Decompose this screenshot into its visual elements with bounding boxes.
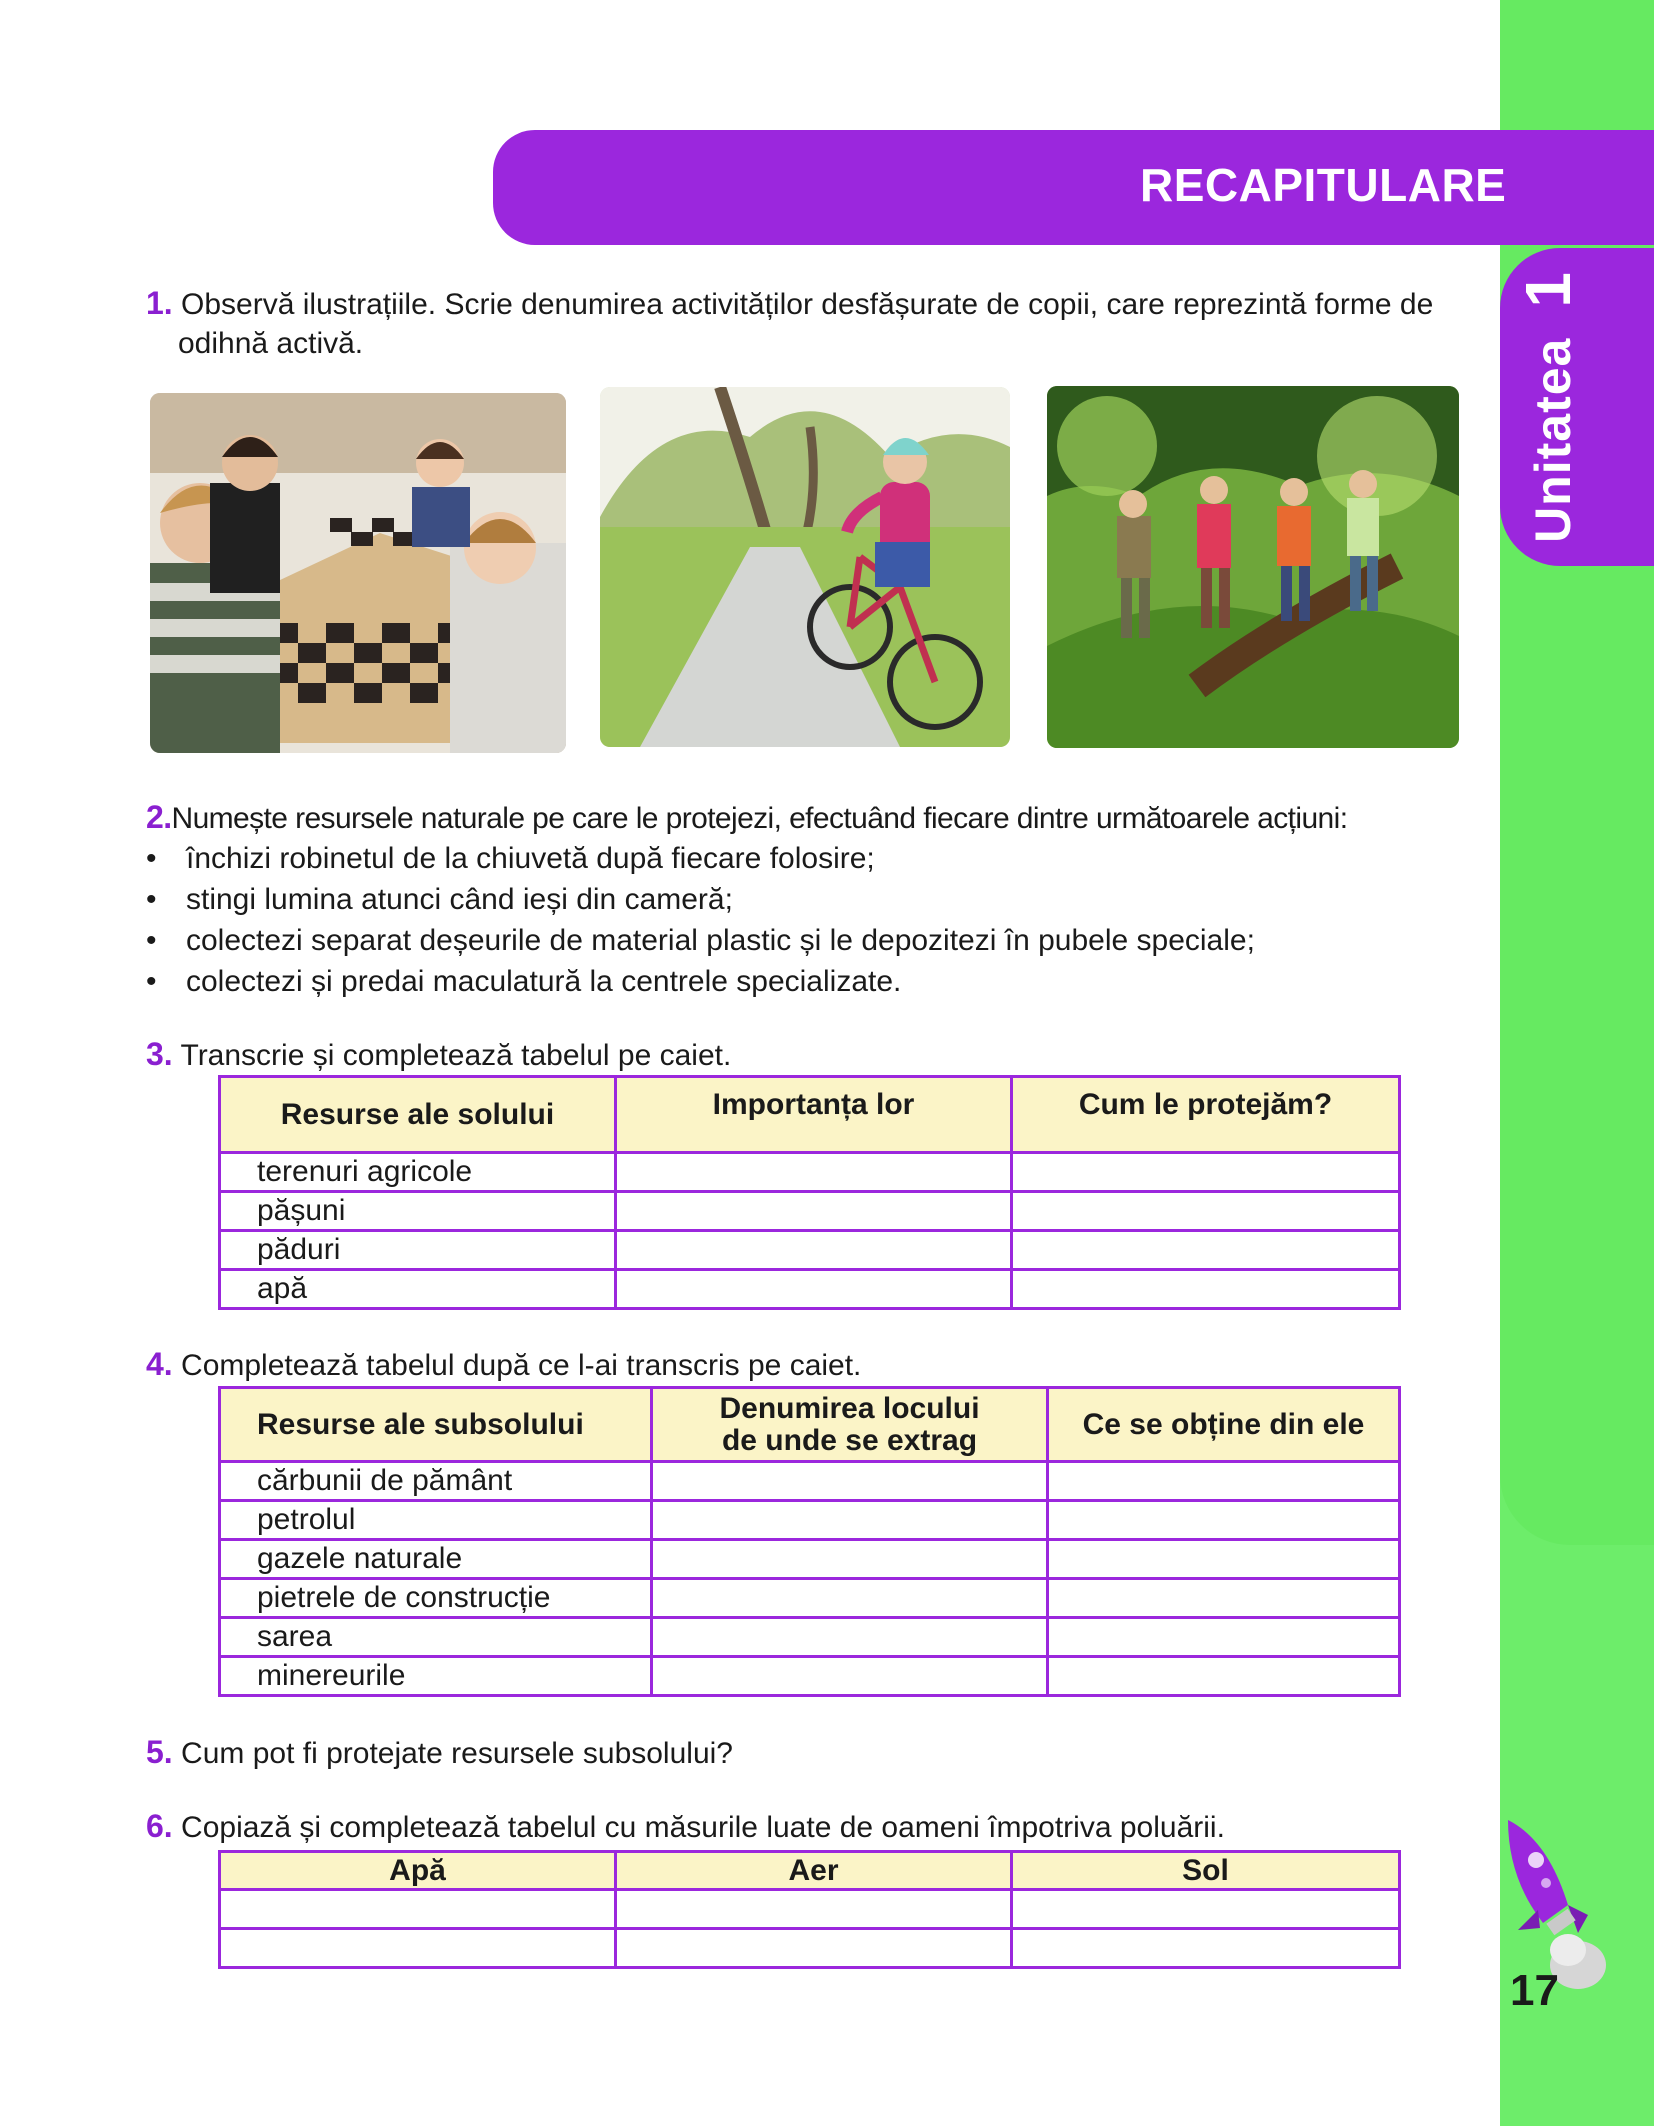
table-row <box>220 1270 1400 1309</box>
question-3-text: Transcrie și completează tabelul pe caiet. <box>180 1039 732 1072</box>
question-1-text: Observă ilustrațiile. Scrie denumirea activităților desfășurate de copii, care reprezintă forme de <box>181 288 1434 321</box>
question-number: 5. <box>146 1734 173 1770</box>
question-2-text: Numește resursele naturale pe care le protejezi, efectuând fiecare dintre următoarele acțiuni: <box>171 802 1348 835</box>
table-cell: petrolul <box>220 1501 652 1540</box>
table-cell: păduri <box>220 1231 616 1270</box>
forest-hike-photo <box>1047 386 1459 748</box>
table-cell[interactable] <box>616 1153 1012 1192</box>
question-2 <box>146 797 1496 839</box>
table-row <box>220 1501 1400 1540</box>
list-item: • colectezi separat deșeurile de material plastic și le depozitezi în pubele speciale; <box>146 920 1255 961</box>
table-cell: terenuri agricole <box>220 1153 616 1192</box>
table-cell[interactable] <box>1012 1192 1400 1231</box>
table-row <box>220 1462 1400 1501</box>
table-row <box>220 1890 1400 1929</box>
question-number: 4. <box>146 1346 173 1382</box>
question-5-text: Cum pot fi protejate resursele subsolului? <box>181 1737 733 1770</box>
subsoil-resources-table <box>218 1386 1401 1697</box>
table-cell[interactable] <box>616 1270 1012 1309</box>
table-cell[interactable] <box>652 1462 1048 1501</box>
column-header: Sol <box>1012 1852 1400 1890</box>
table-cell[interactable] <box>1048 1501 1400 1540</box>
table-cell[interactable] <box>652 1540 1048 1579</box>
question-1 <box>146 283 1466 325</box>
table-row <box>220 1231 1400 1270</box>
question-number: 6. <box>146 1808 173 1844</box>
table-cell[interactable] <box>220 1890 616 1929</box>
page-number: 17 <box>1510 1966 1559 2015</box>
column-header: Cum le protejăm? <box>1012 1077 1400 1153</box>
page-title: RECAPITULARE <box>1140 159 1507 211</box>
table-row <box>220 1192 1400 1231</box>
question-6 <box>146 1806 1225 1848</box>
table-cell[interactable] <box>1048 1618 1400 1657</box>
table-cell: cărbunii de pământ <box>220 1462 652 1501</box>
table-cell[interactable] <box>652 1579 1048 1618</box>
question-number: 2. <box>146 799 172 835</box>
table-header-row <box>220 1388 1400 1462</box>
table-header-row <box>220 1077 1400 1153</box>
table-cell[interactable] <box>1048 1462 1400 1501</box>
table-row <box>220 1929 1400 1968</box>
table-cell: pietrele de construcție <box>220 1579 652 1618</box>
soil-resources-table <box>218 1075 1401 1310</box>
pollution-measures-table <box>218 1850 1401 1969</box>
table-cell: minereurile <box>220 1657 652 1696</box>
table-cell[interactable] <box>616 1231 1012 1270</box>
table-cell[interactable] <box>1012 1890 1400 1929</box>
column-header: Aer <box>616 1852 1012 1890</box>
question-number: 1. <box>146 285 173 321</box>
column-header: Resurse ale solului <box>220 1077 616 1153</box>
question-3 <box>146 1034 731 1076</box>
table-row <box>220 1657 1400 1696</box>
actions-list <box>146 838 1255 1002</box>
table-cell[interactable] <box>616 1890 1012 1929</box>
list-item: • stingi lumina atunci când ieși din cameră; <box>146 879 1255 920</box>
column-header: Ce se obține din ele <box>1048 1388 1400 1462</box>
table-cell[interactable] <box>652 1657 1048 1696</box>
table-cell[interactable] <box>1048 1540 1400 1579</box>
table-cell[interactable] <box>1012 1153 1400 1192</box>
table-row <box>220 1540 1400 1579</box>
question-5 <box>146 1732 733 1774</box>
table-cell[interactable] <box>616 1929 1012 1968</box>
column-header-line: Denumirea locului <box>719 1391 980 1425</box>
list-item: • închizi robinetul de la chiuvetă după fiecare folosire; <box>146 838 1255 879</box>
table-header-row <box>220 1852 1400 1890</box>
table-cell[interactable] <box>1012 1929 1400 1968</box>
table-cell: sarea <box>220 1618 652 1657</box>
table-cell[interactable] <box>1012 1270 1400 1309</box>
column-header-line: de unde se extrag <box>721 1423 978 1457</box>
unit-number: 1 <box>1512 271 1585 308</box>
question-6-text: Copiază și completează tabelul cu măsurile luate de oameni împotriva poluării. <box>181 1811 1225 1844</box>
column-header: Resurse ale subsolului <box>220 1388 652 1462</box>
unit-word: Unitatea <box>1525 337 1582 543</box>
question-number: 3. <box>146 1036 173 1072</box>
table-row <box>220 1618 1400 1657</box>
unit-label <box>1512 262 1585 552</box>
bicycle-photo <box>600 387 1010 747</box>
table-cell: pășuni <box>220 1192 616 1231</box>
question-1-line2: odihnă activă. <box>178 327 364 360</box>
table-cell[interactable] <box>652 1618 1048 1657</box>
table-row <box>220 1153 1400 1192</box>
column-header: Apă <box>220 1852 616 1890</box>
table-row <box>220 1579 1400 1618</box>
table-cell[interactable] <box>220 1929 616 1968</box>
table-cell[interactable] <box>616 1192 1012 1231</box>
list-item: • colectezi și predai maculatură la centrele specializate. <box>146 961 1255 1002</box>
table-cell: apă <box>220 1270 616 1309</box>
table-cell: gazele naturale <box>220 1540 652 1579</box>
column-header: Importanța lor <box>616 1077 1012 1153</box>
question-4 <box>146 1344 861 1386</box>
chess-photo <box>150 393 566 753</box>
table-cell[interactable] <box>1048 1579 1400 1618</box>
question-4-text: Completează tabelul după ce l-ai transcris pe caiet. <box>181 1349 862 1382</box>
table-cell[interactable] <box>1012 1231 1400 1270</box>
table-cell[interactable] <box>652 1501 1048 1540</box>
table-cell[interactable] <box>1048 1657 1400 1696</box>
column-header <box>652 1388 1048 1462</box>
